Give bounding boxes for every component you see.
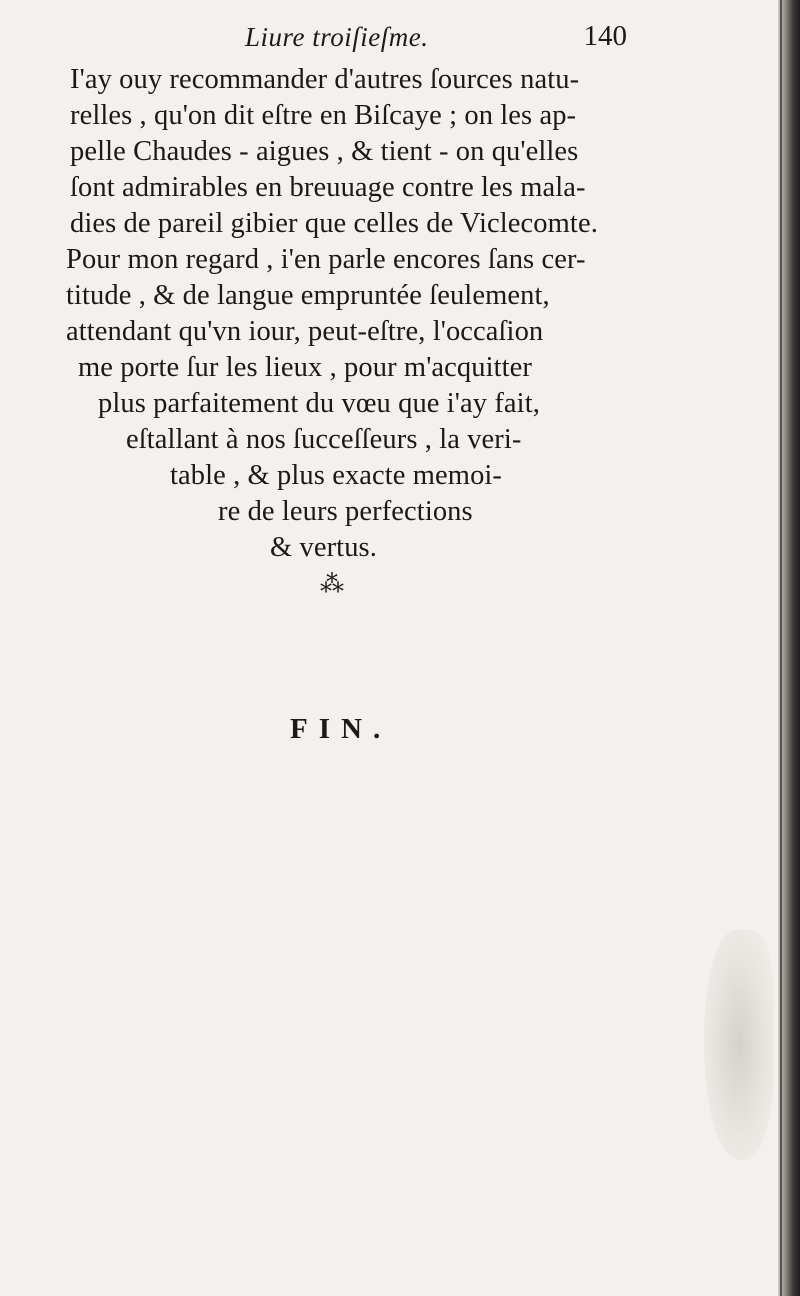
text-line: titude , & de langue empruntée ſeulement, [66,280,550,311]
text-line: I'ay ouy recommander d'autres ſources natu- [70,64,580,95]
text-line: pelle Chaudes - aigues , & tient - on qu'elles [70,136,579,167]
text-line: plus parfaitement du vœu que i'ay fait, [98,388,540,419]
text-line: attendant qu'vn iour, peut-eſtre, l'occaſion [66,316,544,347]
ornament-fleuron: ⁂ [320,572,345,598]
text-line: & vertus. [270,532,377,563]
text-line: me porte ſur les lieux , pour m'acquitter [78,352,533,383]
text-line: re de leurs perfections [218,496,473,527]
text-line: ſont admirables en breuuage contre les mala- [70,172,586,203]
text-line: eſtallant à nos ſucceſſeurs , la veri- [126,424,522,455]
text-line: dies de pareil gibier que celles de Viclecomte. [70,208,598,239]
paper-stain [704,930,774,1160]
text-line: relles , qu'on dit eſtre en Biſcaye ; on les ap- [70,100,577,131]
show-through-line [70,545,214,572]
text-line: Pour mon regard , i'en parle encores ſans cer- [66,244,586,275]
text-line: table , & plus exacte memoi- [170,460,503,491]
running-title: Liure troiſieſme. [245,22,429,52]
binding-shadow-line [780,0,782,1296]
page-number: 140 [583,20,627,52]
closing-fin: FIN. [290,713,392,745]
running-header [60,18,635,58]
